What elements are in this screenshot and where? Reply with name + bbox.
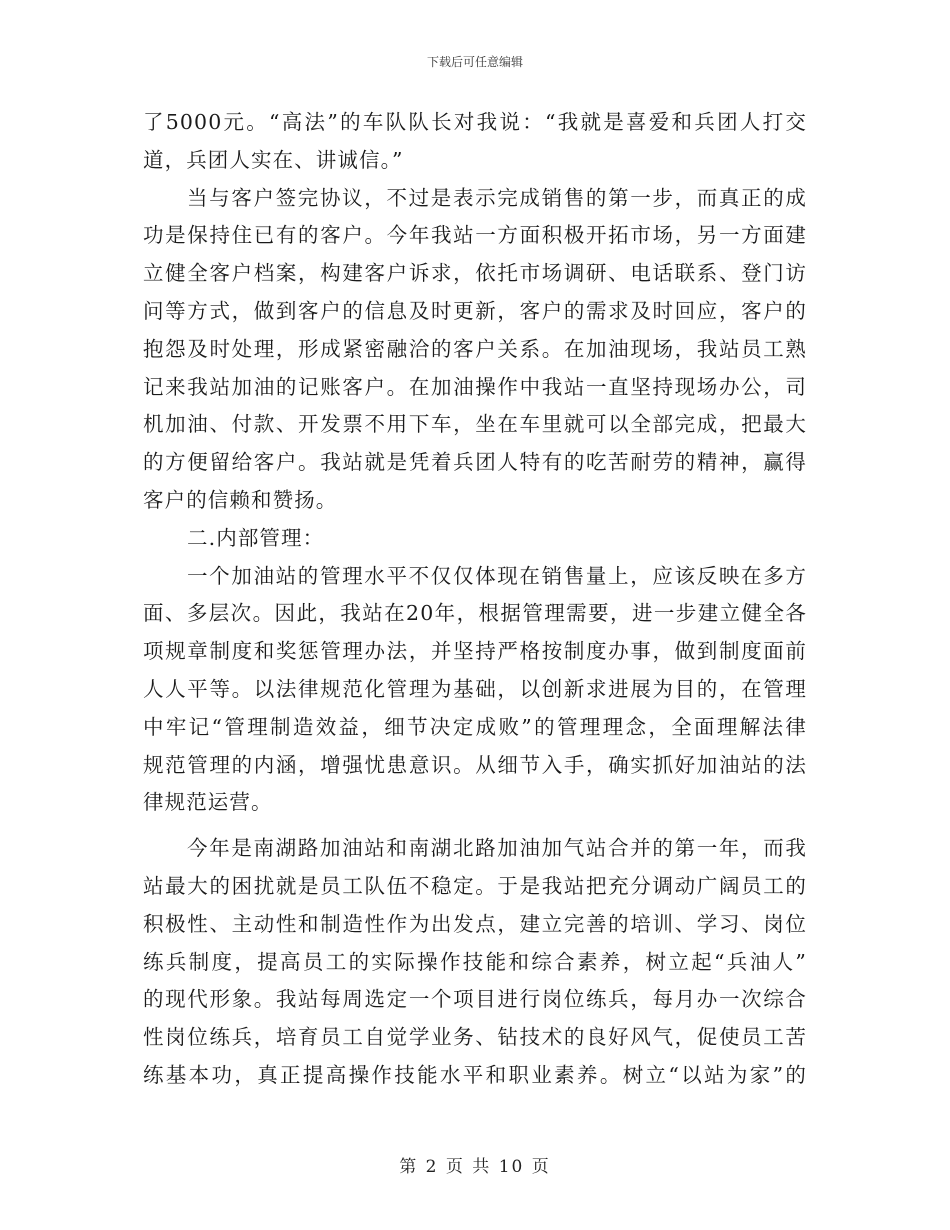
body-line: 道，兵团人实在、讲诚信。” [143, 147, 404, 172]
page-header: 下载后可任意编辑 [426, 55, 523, 69]
body-line: 一个加油站的管理水平不仅仅体现在销售量上，应该反映在多方 [187, 563, 807, 588]
body-line: 当与客户签完协议，不过是表示完成销售的第一步，而真正的成 [187, 185, 807, 210]
body-line: 记来我站加油的记账客户。在加油操作中我站一直坚持现场办公，司 [143, 374, 807, 399]
body-line: 的方便留给客户。我站就是凭着兵团人特有的吃苦耐劳的精神，赢得 [143, 450, 807, 475]
body-line: 项规章制度和奖惩管理办法，并坚持严格按制度办事，做到制度面前 [143, 639, 807, 664]
body-line: 性岗位练兵，培育员工自觉学业务、钻技术的良好风气，促使员工苦 [143, 1025, 807, 1050]
body-line: 积极性、主动性和制造性作为出发点，建立完善的培训、学习、岗位 [143, 911, 807, 936]
body-line: 了5000元。“高法”的车队队长对我说：“我就是喜爱和兵团人打交 [143, 110, 807, 134]
body-line: 今年是南湖路加油站和南湖北路加油加气站合并的第一年，而我 [187, 836, 807, 861]
body-line: 抱怨及时处理，形成紧密融洽的客户关系。在加油现场，我站员工熟 [143, 336, 807, 361]
body-line: 问等方式，做到客户的信息及时更新，客户的需求及时回应，客户的 [143, 298, 807, 323]
body-line: 律规范运营。 [143, 790, 273, 815]
body-line: 练兵制度，提高员工的实际操作技能和综合素养，树立起“兵油人” [143, 949, 807, 974]
body-line: 面、多层次。因此，我站在20年，根据管理需要，进一步建立健全各 [143, 601, 807, 626]
body-line: 机加油、付款、开发票不用下车，坐在车里就可以全部完成，把最大 [143, 412, 807, 437]
body-line: 功是保持住已有的客户。今年我站一方面积极开拓市场，另一方面建 [143, 223, 807, 248]
body-line: 客户的信赖和赞扬。 [143, 487, 338, 512]
body-line: 练基本功，真正提高操作技能水平和职业素养。树立“以站为家”的 [143, 1062, 807, 1087]
body-line: 二.内部管理： [187, 525, 325, 550]
body-line: 规范管理的内涵，增强忧患意识。从细节入手，确实抓好加油站的法 [143, 752, 807, 777]
page-footer: 第 2 页 共 10 页 [399, 1157, 551, 1177]
document-body [143, 104, 807, 1095]
body-line: 立健全客户档案，构建客户诉求，依托市场调研、电话联系、登门访 [143, 261, 807, 286]
body-line: 的现代形象。我站每周选定一个项目进行岗位练兵，每月办一次综合 [143, 987, 807, 1012]
body-line: 站最大的困扰就是员工队伍不稳定。于是我站把充分调动广阔员工的 [143, 873, 807, 898]
body-line: 人人平等。以法律规范化管理为基础，以创新求进展为目的，在管理 [143, 676, 807, 701]
body-line: 中牢记“管理制造效益，细节决定成败”的管理理念，全面理解法律 [143, 714, 807, 739]
